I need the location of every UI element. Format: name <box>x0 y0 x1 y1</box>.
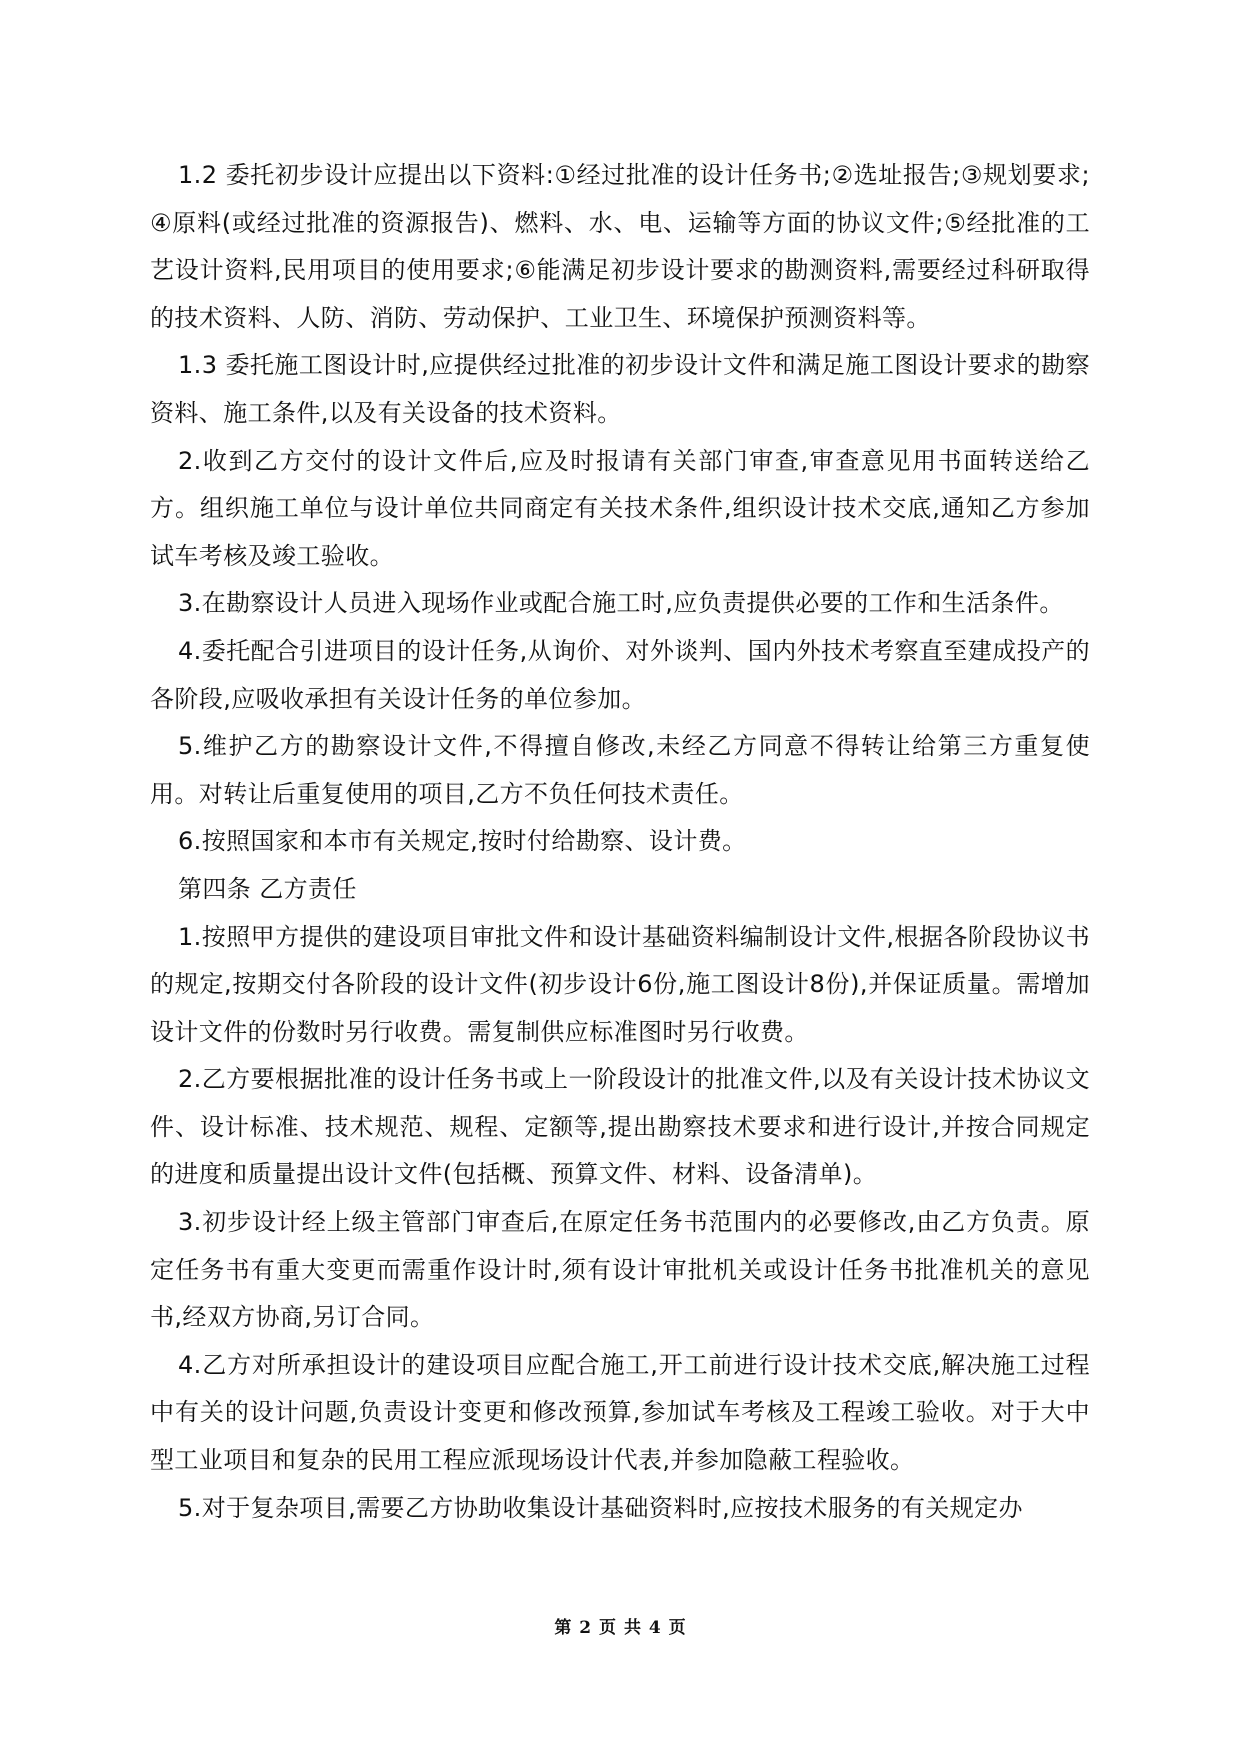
paragraph-art4-1: 1.按照甲方提供的建设项目审批文件和设计基础资料编制设计文件,根据各阶段协议书的规定,按期交付各阶段的设计文件(初步设计6份,施工图设计8份),并保证质量。需增加设计文件的份数时另行收费。需复制供应标准图时另行收费。 <box>150 922 1090 1046</box>
paragraph-3: 3.在勘察设计人员进入现场作业或配合施工时,应负责提供必要的工作和生活条件。 <box>178 589 1064 618</box>
document-body <box>150 152 1090 1532</box>
paragraph-5: 5.维护乙方的勘察设计文件,不得擅自修改,未经乙方同意不得转让给第三方重复使用。对转让后重复使用的项目,乙方不负任何技术责任。 <box>150 732 1090 808</box>
paragraph-art4-4: 4.乙方对所承担设计的建设项目应配合施工,开工前进行设计技术交底,解决施工过程中有关的设计问题,负责设计变更和修改预算,参加试车考核及工程竣工验收。对于大中型工业项目和复杂的民用工程应派现场设计代表,并参加隐蔽工程验收。 <box>150 1350 1090 1475</box>
paragraph-2: 2.收到乙方交付的设计文件后,应及时报请有关部门审查,审查意见用书面转送给乙方。组织施工单位与设计单位共同商定有关技术条件,组织设计技术交底,通知乙方参加试车考核及竣工验收。 <box>150 446 1090 570</box>
paragraph-1-3: 1.3 委托施工图设计时,应提供经过批准的初步设计文件和满足施工图设计要求的勘察资料、施工条件,以及有关设备的技术资料。 <box>150 351 1090 427</box>
paragraph-art4-3: 3.初步设计经上级主管部门审查后,在原定任务书范围内的必要修改,由乙方负责。原定任务书有重大变更而需重作设计时,须有设计审批机关或设计任务书批准机关的意见书,经双方协商,另订合同。 <box>150 1208 1090 1332</box>
paragraph-1-2: 1.2 委托初步设计应提出以下资料:①经过批准的设计任务书;②选址报告;③规划要求;④原料(或经过批准的资源报告)、燃料、水、电、运输等方面的协议文件;⑤经批准的工艺设计资料,民用项目的使用要求;⑥能满足初步设计要求的勘测资料,需要经过科研取得的技术资料、人防、消防、劳动保护、工业卫生、环境保护预测资料等。 <box>150 161 1090 332</box>
section-heading-article-4: 第四条 乙方责任 <box>178 874 357 903</box>
paragraph-4: 4.委托配合引进项目的设计任务,从询价、对外谈判、国内外技术考察直至建成投产的各阶段,应吸收承担有关设计任务的单位参加。 <box>150 636 1090 713</box>
paragraph-art4-5: 5.对于复杂项目,需要乙方协助收集设计基础资料时,应按技术服务的有关规定办 <box>178 1493 1023 1522</box>
page-number-footer: 第 2 页 共 4 页 <box>554 1618 687 1638</box>
paragraph-6: 6.按照国家和本市有关规定,按时付给勘察、设计费。 <box>178 827 747 856</box>
paragraph-art4-2: 2.乙方要根据批准的设计任务书或上一阶段设计的批准文件,以及有关设计技术协议文件、设计标准、技术规范、规程、定额等,提出勘察技术要求和进行设计,并按合同规定的进度和质量提出设计文件(包括概、预算文件、材料、设备清单)。 <box>150 1065 1090 1189</box>
